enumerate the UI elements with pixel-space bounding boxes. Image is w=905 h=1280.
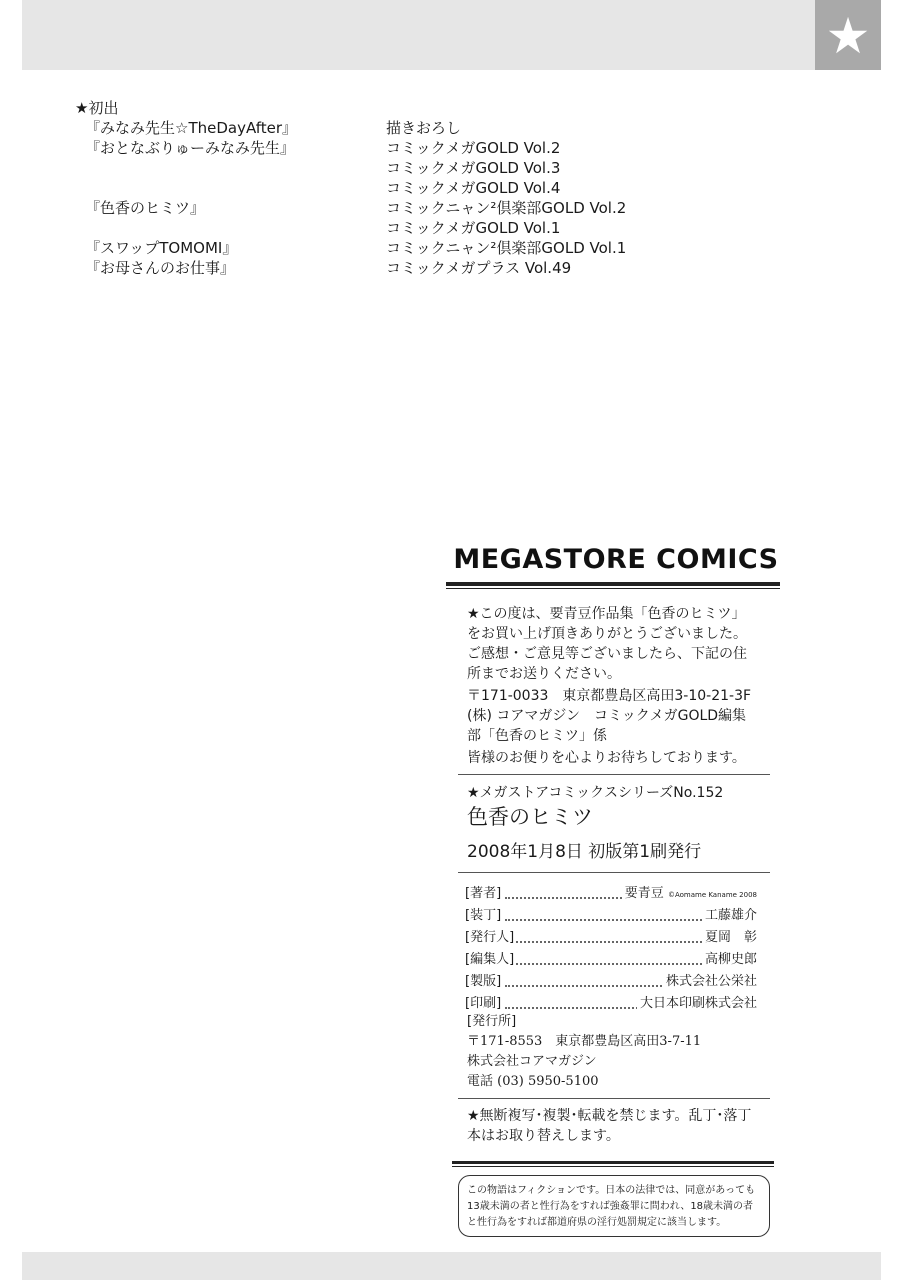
work-title: 『おとなぶりゅーみなみ先生』 xyxy=(85,139,296,157)
work-titles xyxy=(85,118,297,278)
fiction-disclaimer: この物語はフィクションです。日本の法律では、同意があっても13歳未満の者と性行為をすれば強姦罪に問われ、18歳未満の者と性行為をすれば都道府県の淫行処罰規定に該当します。 xyxy=(458,1175,770,1237)
divider xyxy=(452,1166,774,1167)
divider xyxy=(452,1161,774,1164)
star-icon: ★ xyxy=(815,0,881,70)
footer-band xyxy=(22,1252,881,1280)
credit-editor: [編集人] 高柳史郎 xyxy=(465,950,757,970)
work-source: コミックメガGOLD Vol.4 xyxy=(386,179,561,197)
publisher-label: [発行所] xyxy=(467,1014,517,1029)
publisher-block xyxy=(467,1012,701,1092)
publisher-address: 〒171-8553 東京都豊島区高田3-7-11 xyxy=(467,1034,702,1049)
work-source: コミックニャン²倶楽部GOLD Vol.1 xyxy=(386,239,627,257)
work-title: 『みなみ先生☆TheDayAfter』 xyxy=(85,119,297,137)
work-source: 描きおろし xyxy=(386,119,462,137)
work-title: 『スワップTOMOMI』 xyxy=(85,239,238,257)
work-source: コミックメガGOLD Vol.2 xyxy=(386,139,561,157)
divider xyxy=(458,1098,770,1099)
book-title: 色香のヒミツ xyxy=(467,805,593,829)
divider xyxy=(446,582,780,586)
copyright-notice: ★無断複写･複製･転載を禁じます。乱丁･落丁 本はお取り替えします。 xyxy=(467,1108,752,1144)
closing-message: 皆様のお便りを心よりお待ちしております。 xyxy=(467,750,746,766)
copyright-note: ©Aomame Kaname 2008 xyxy=(667,891,757,899)
credit-design: [装丁] 工藤雄介 xyxy=(465,906,757,926)
divider xyxy=(458,774,770,775)
credit-publisher-person: [発行人] 夏岡 彰 xyxy=(465,928,757,948)
publisher-company: 株式会社コアマガジン xyxy=(467,1054,597,1069)
publisher-phone: 電話 (03) 5950-5100 xyxy=(467,1074,599,1089)
series-number: ★メガストアコミックスシリーズNo.152 xyxy=(467,785,724,801)
credit-plate: [製版] 株式会社公栄社 xyxy=(465,972,757,992)
thanks-message: ★この度は、要青豆作品集「色香のヒミツ」 をお買い上げ頂きありがとうございました。 ご感想・ご意見等ございましたら、下記の住 所までお送りください。 xyxy=(467,606,747,682)
edition-date: 2008年1月8日 初版第1刷発行 xyxy=(467,842,702,862)
work-sources xyxy=(386,118,626,278)
credit-author: [著者] 要青豆 ©Aomame Kaname 2008 xyxy=(465,884,757,904)
header-band xyxy=(22,0,881,70)
original-publication-heading: ★初出 xyxy=(75,99,119,117)
brand-logo: MEGASTORE COMICS xyxy=(453,544,779,575)
work-source: コミックメガGOLD Vol.3 xyxy=(386,159,561,177)
mail-address: 〒171-0033 東京都豊島区高田3-10-21-3F (株) コアマガジン コミックメガGOLD編集 部「色香のヒミツ」係 xyxy=(467,688,752,744)
work-source: コミックメガGOLD Vol.1 xyxy=(386,219,561,237)
work-title: 『色香のヒミツ』 xyxy=(85,199,206,217)
divider xyxy=(458,872,770,873)
work-source: コミックニャン²倶楽部GOLD Vol.2 xyxy=(386,199,627,217)
work-title: 『お母さんのお仕事』 xyxy=(85,259,236,277)
credit-printing: [印刷] 大日本印刷株式会社 xyxy=(465,994,757,1014)
work-source: コミックメガプラス Vol.49 xyxy=(386,259,572,277)
divider xyxy=(446,588,780,589)
